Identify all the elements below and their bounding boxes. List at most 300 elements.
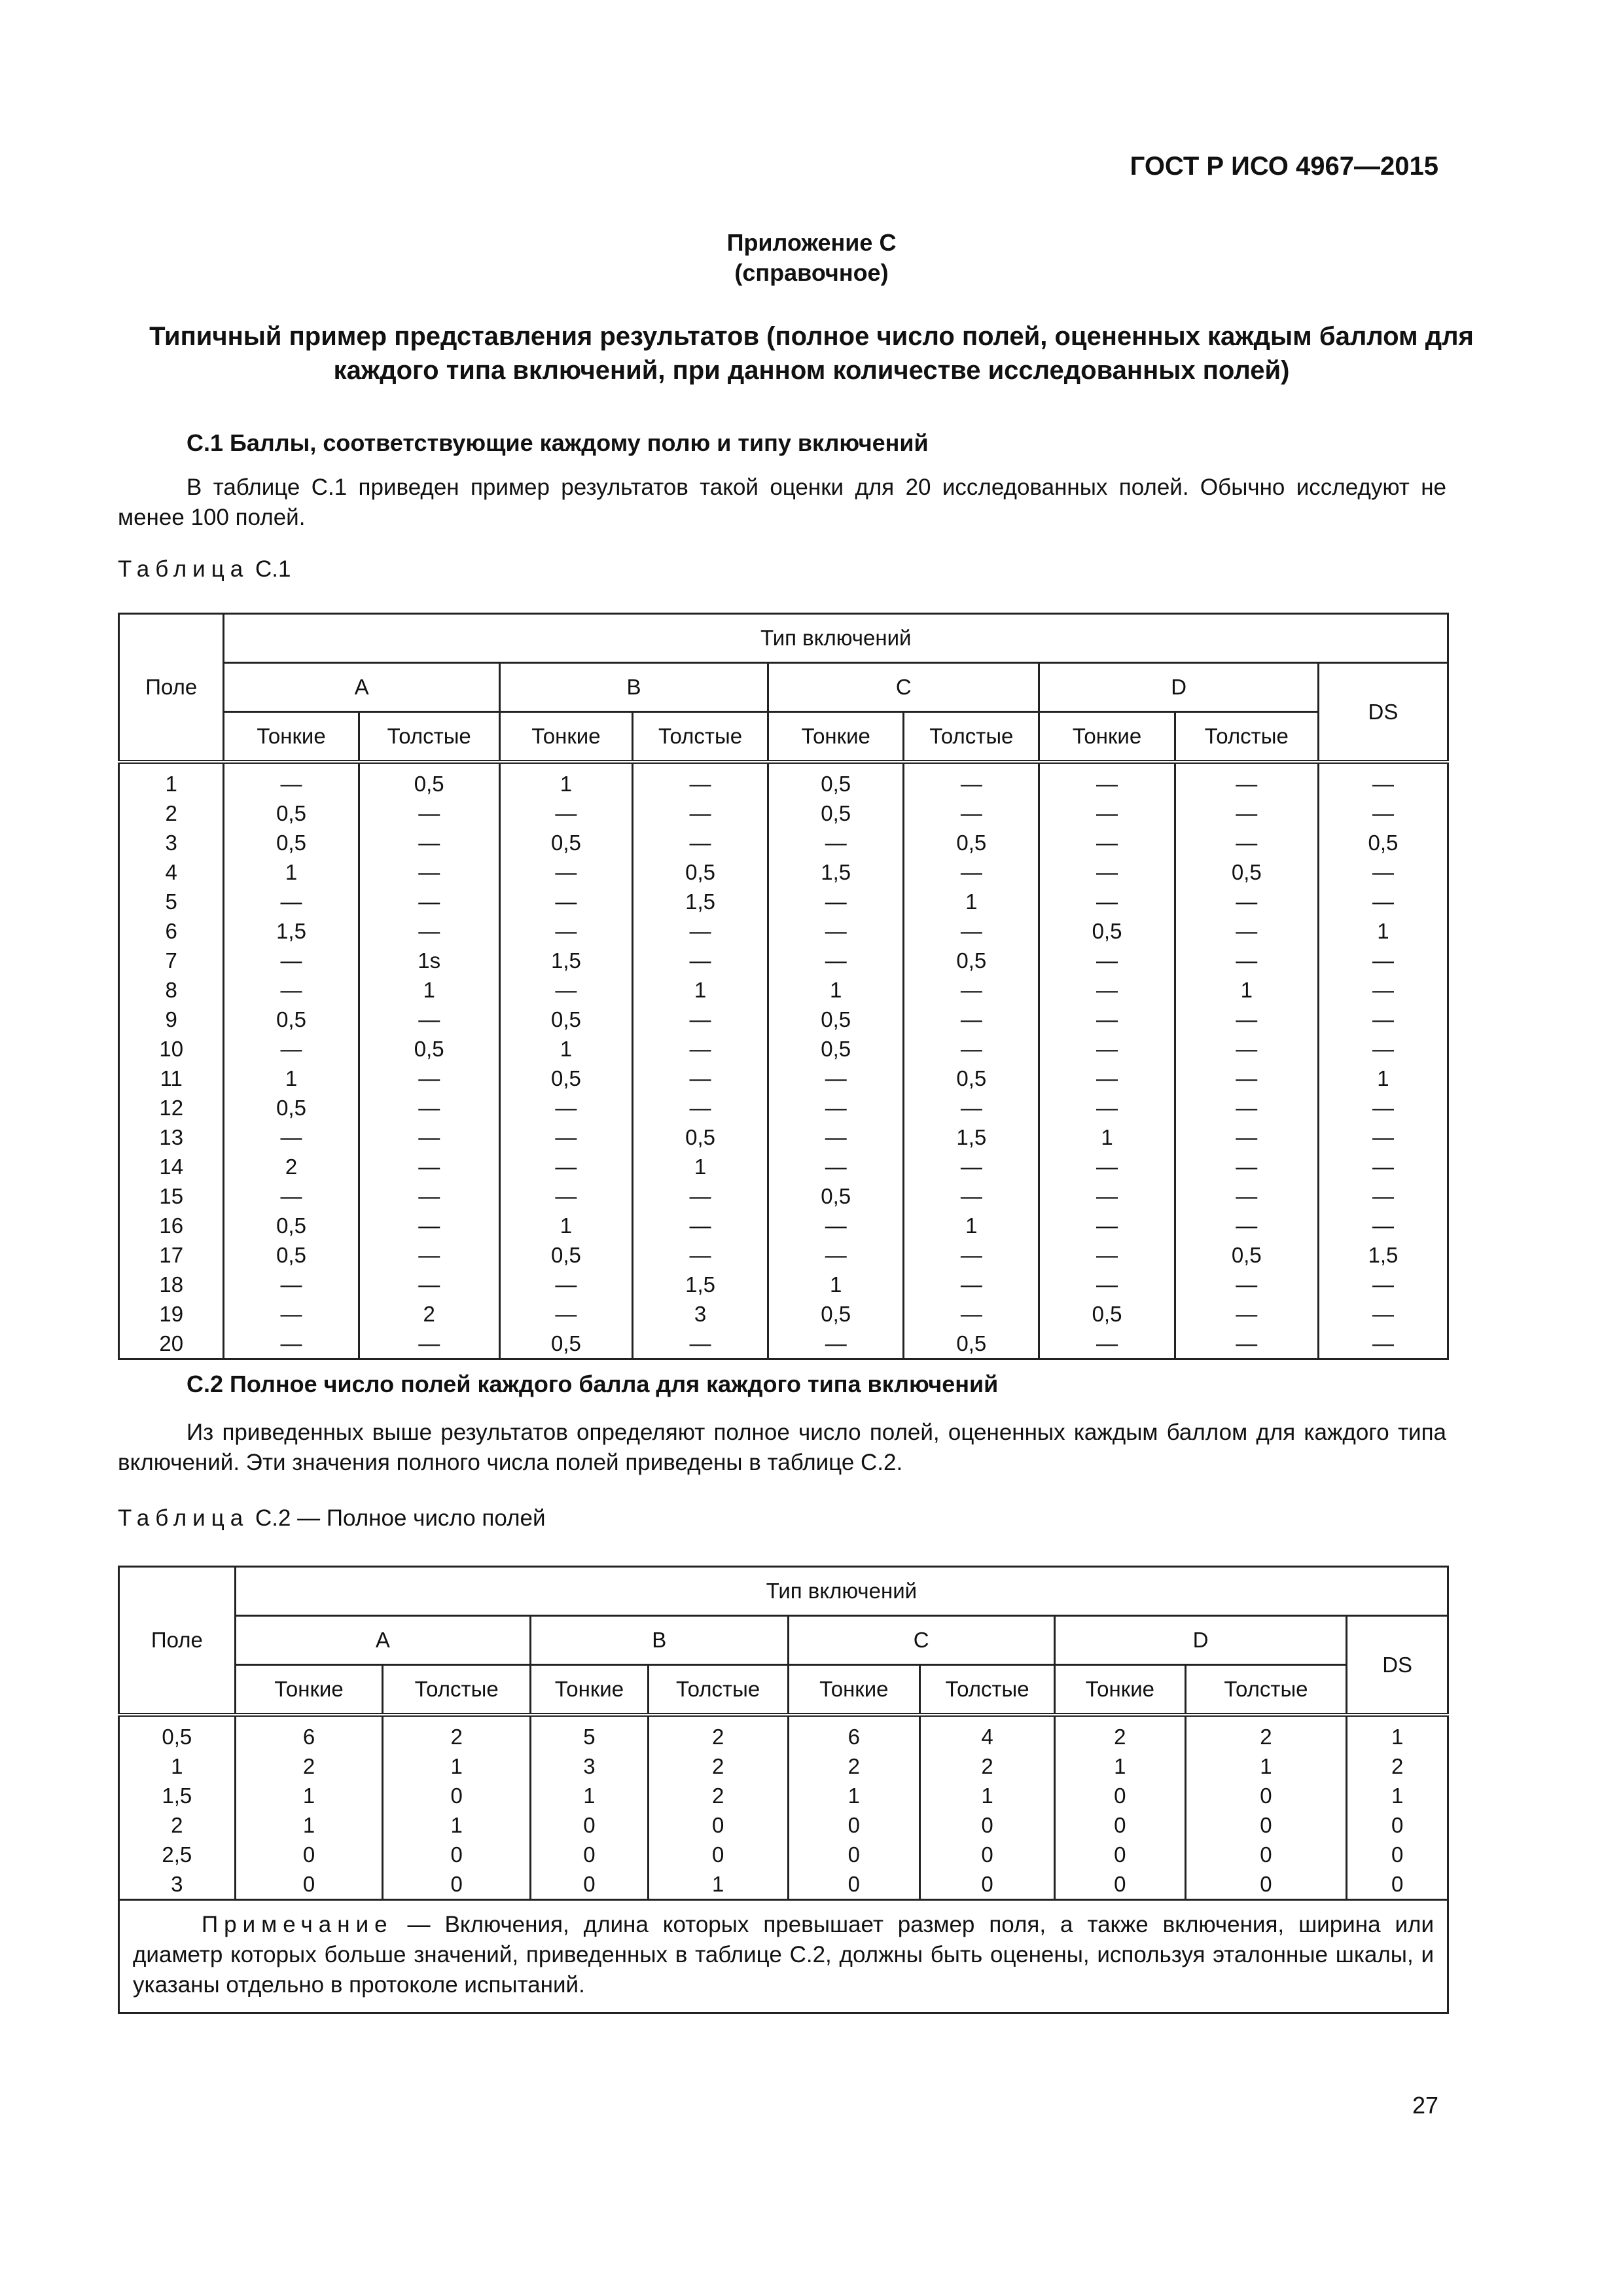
score-cell: 0,5 xyxy=(904,946,1039,975)
table-c2-caption xyxy=(118,1505,546,1532)
score-cell: — xyxy=(1175,1064,1318,1093)
score-cell: 0,5 xyxy=(768,1181,904,1211)
score-cell: — xyxy=(904,1270,1039,1299)
score-cell: — xyxy=(1039,946,1175,975)
table-row xyxy=(119,1810,1448,1840)
table-row xyxy=(119,1122,1448,1152)
table-c1-caption-word: Таблица xyxy=(118,556,249,582)
score-cell: — xyxy=(1175,762,1318,798)
score-cell: 0 xyxy=(1347,1810,1448,1840)
score-cell: — xyxy=(1175,1181,1318,1211)
score-cell: 0 xyxy=(383,1781,531,1810)
score-cell: 2 xyxy=(1054,1715,1185,1751)
header-d-thick: Толстые xyxy=(1175,712,1318,762)
score-cell: 1 xyxy=(383,1810,531,1840)
field-number-cell: 1 xyxy=(119,1751,236,1781)
score-cell: — xyxy=(1318,1122,1448,1152)
score-cell: 1 xyxy=(499,1211,632,1240)
score-cell: 0 xyxy=(235,1840,383,1869)
field-number-cell: 1,5 xyxy=(119,1781,236,1810)
field-number-cell: 7 xyxy=(119,946,224,975)
field-number-cell: 16 xyxy=(119,1211,224,1240)
field-number-cell: 19 xyxy=(119,1299,224,1329)
page-number: 27 xyxy=(1412,2092,1438,2119)
header-c-thin: Тонкие xyxy=(768,712,904,762)
score-cell: 0 xyxy=(1054,1840,1185,1869)
score-cell: — xyxy=(1318,798,1448,828)
score-cell: — xyxy=(499,1152,632,1181)
header-ds: DS xyxy=(1347,1616,1448,1715)
score-cell: 0 xyxy=(1185,1781,1347,1810)
score-cell: 0 xyxy=(920,1840,1055,1869)
score-cell: 0 xyxy=(1185,1840,1347,1869)
score-cell: 2 xyxy=(648,1781,788,1810)
score-cell: 0,5 xyxy=(499,1329,632,1359)
note-text: — Включения, длина которых превышает размер поля, а также включения, ширина или диаметр которых больше значений, приведенных в таблице С.2, должны быть оценены, используя эталонные шкалы, и указаны отдельно в протоколе испытаний. xyxy=(133,1912,1434,1998)
score-cell: — xyxy=(1039,887,1175,916)
score-cell: — xyxy=(499,1299,632,1329)
score-cell: 1 xyxy=(1185,1751,1347,1781)
score-cell: — xyxy=(359,1329,499,1359)
score-cell: 0,5 xyxy=(499,828,632,857)
score-cell: 0,5 xyxy=(768,1299,904,1329)
score-cell: 2 xyxy=(648,1715,788,1751)
score-cell: — xyxy=(224,1034,359,1064)
score-cell: 0 xyxy=(531,1840,649,1869)
table-row xyxy=(119,946,1448,975)
appendix-type: (справочное) xyxy=(734,259,889,286)
section-c2-text xyxy=(118,1418,1446,1478)
header-group-d: D xyxy=(1039,663,1319,712)
field-number-cell: 2 xyxy=(119,798,224,828)
table-row xyxy=(119,1329,1448,1359)
table-row xyxy=(119,762,1448,798)
score-cell: 0,5 xyxy=(1039,916,1175,946)
score-cell: 1 xyxy=(383,1751,531,1781)
header-group-c: С xyxy=(788,1616,1054,1665)
score-cell: 0,5 xyxy=(359,762,499,798)
score-cell: 0,5 xyxy=(499,1005,632,1034)
score-cell: 1 xyxy=(1347,1781,1448,1810)
score-cell: — xyxy=(1318,1034,1448,1064)
score-cell: — xyxy=(1175,828,1318,857)
field-number-cell: 8 xyxy=(119,975,224,1005)
score-cell: 0,5 xyxy=(224,1093,359,1122)
field-number-cell: 2,5 xyxy=(119,1840,236,1869)
score-cell: — xyxy=(359,1152,499,1181)
field-number-cell: 15 xyxy=(119,1181,224,1211)
score-cell: — xyxy=(1039,857,1175,887)
table-c2-caption-rest: С.2 — Полное число полей xyxy=(255,1505,546,1531)
score-cell: — xyxy=(224,1329,359,1359)
score-cell: — xyxy=(904,916,1039,946)
table-row xyxy=(119,1715,1448,1751)
section-c2-paragraph: Из приведенных выше результатов определяют полное число полей, оцененных каждым баллом для каждого типа включений. Эти значения полного числа полей приведены в таблице С.2. xyxy=(118,1420,1446,1475)
score-cell: — xyxy=(632,798,768,828)
field-number-cell: 2 xyxy=(119,1810,236,1840)
score-cell: 1 xyxy=(632,1152,768,1181)
score-cell: 1 xyxy=(531,1781,649,1810)
score-cell: 0,5 xyxy=(632,1122,768,1152)
score-cell: 0,5 xyxy=(904,1064,1039,1093)
header-a-thin: Тонкие xyxy=(224,712,359,762)
score-cell: 1 xyxy=(235,1810,383,1840)
header-b-thick: Толстые xyxy=(632,712,768,762)
score-cell: 0,5 xyxy=(1318,828,1448,857)
score-cell: — xyxy=(499,887,632,916)
table-c1-caption-number: С.1 xyxy=(255,556,291,582)
score-cell: — xyxy=(904,975,1039,1005)
score-cell: 0 xyxy=(1347,1840,1448,1869)
score-cell: — xyxy=(224,1299,359,1329)
score-cell: — xyxy=(1175,1034,1318,1064)
score-cell: — xyxy=(1039,1093,1175,1122)
field-number-cell: 18 xyxy=(119,1270,224,1299)
table-c1-body xyxy=(119,762,1448,1359)
score-cell: 1 xyxy=(1054,1751,1185,1781)
score-cell: — xyxy=(1039,1270,1175,1299)
score-cell: 2 xyxy=(224,1152,359,1181)
score-cell: 1,5 xyxy=(632,887,768,916)
table-row xyxy=(119,798,1448,828)
field-number-cell: 9 xyxy=(119,1005,224,1034)
score-cell: 1 xyxy=(788,1781,920,1810)
score-cell: — xyxy=(632,762,768,798)
score-cell: — xyxy=(1175,1005,1318,1034)
score-cell: — xyxy=(359,798,499,828)
score-cell: — xyxy=(499,1270,632,1299)
score-cell: — xyxy=(1318,1270,1448,1299)
score-cell: 0 xyxy=(383,1840,531,1869)
score-cell: — xyxy=(768,887,904,916)
score-cell: 6 xyxy=(235,1715,383,1751)
score-cell: 0 xyxy=(531,1810,649,1840)
field-number-cell: 20 xyxy=(119,1329,224,1359)
score-cell: — xyxy=(1039,1152,1175,1181)
score-cell: — xyxy=(359,1122,499,1152)
score-cell: — xyxy=(1039,798,1175,828)
score-cell: 1,5 xyxy=(499,946,632,975)
score-cell: — xyxy=(1039,1064,1175,1093)
score-cell: 0,5 xyxy=(768,762,904,798)
score-cell: 0,5 xyxy=(224,1240,359,1270)
table-c2 xyxy=(118,1566,1449,2014)
score-cell: 1 xyxy=(1347,1715,1448,1751)
score-cell: — xyxy=(1318,887,1448,916)
header-d-thick: Толстые xyxy=(1185,1665,1347,1715)
header-c-thin: Тонкие xyxy=(788,1665,920,1715)
score-cell: — xyxy=(1175,946,1318,975)
table-row xyxy=(119,1781,1448,1810)
score-cell: 0 xyxy=(1185,1810,1347,1840)
table-row xyxy=(119,1034,1448,1064)
field-number-cell: 1 xyxy=(119,762,224,798)
score-cell: — xyxy=(224,887,359,916)
header-b-thick: Толстые xyxy=(648,1665,788,1715)
score-cell: — xyxy=(1318,1211,1448,1240)
table-row xyxy=(119,1240,1448,1270)
score-cell: — xyxy=(1039,975,1175,1005)
score-cell: — xyxy=(632,1181,768,1211)
score-cell: — xyxy=(359,857,499,887)
score-cell: — xyxy=(499,916,632,946)
score-cell: — xyxy=(1175,1152,1318,1181)
score-cell: — xyxy=(1039,1005,1175,1034)
score-cell: — xyxy=(1318,1152,1448,1181)
header-group-d: D xyxy=(1054,1616,1346,1665)
field-number-cell: 11 xyxy=(119,1064,224,1093)
score-cell: — xyxy=(904,1152,1039,1181)
score-cell: — xyxy=(1318,1005,1448,1034)
score-cell: — xyxy=(632,828,768,857)
score-cell: — xyxy=(632,1240,768,1270)
score-cell: — xyxy=(768,1329,904,1359)
header-group-a: А xyxy=(224,663,499,712)
score-cell: — xyxy=(1039,1329,1175,1359)
table-row xyxy=(119,1211,1448,1240)
score-cell: — xyxy=(224,1270,359,1299)
field-number-cell: 13 xyxy=(119,1122,224,1152)
score-cell: 0,5 xyxy=(224,1005,359,1034)
field-number-cell: 4 xyxy=(119,857,224,887)
table-row xyxy=(119,1840,1448,1869)
field-number-cell: 5 xyxy=(119,887,224,916)
score-cell: 1 xyxy=(1318,1064,1448,1093)
score-cell: — xyxy=(1175,1329,1318,1359)
header-group-a: А xyxy=(235,1616,530,1665)
score-cell: — xyxy=(904,1181,1039,1211)
header-group-b: В xyxy=(531,1616,789,1665)
score-cell: 0 xyxy=(788,1840,920,1869)
score-cell: 0,5 xyxy=(1175,857,1318,887)
score-cell: — xyxy=(1175,1122,1318,1152)
score-cell: — xyxy=(1039,828,1175,857)
score-cell: — xyxy=(359,887,499,916)
score-cell: — xyxy=(1039,1034,1175,1064)
score-cell: 6 xyxy=(788,1715,920,1751)
score-cell: 0,5 xyxy=(768,1005,904,1034)
score-cell: — xyxy=(768,1240,904,1270)
score-cell: 1 xyxy=(499,1034,632,1064)
score-cell: 0 xyxy=(788,1869,920,1900)
header-field: Поле xyxy=(119,1567,236,1715)
score-cell: — xyxy=(359,1093,499,1122)
score-cell: 1 xyxy=(904,887,1039,916)
table-c2-body xyxy=(119,1715,1448,1900)
score-cell: — xyxy=(1039,1240,1175,1270)
appendix-label: Приложение С xyxy=(726,229,897,256)
score-cell: — xyxy=(1318,1329,1448,1359)
header-a-thin: Тонкие xyxy=(235,1665,383,1715)
field-number-cell: 14 xyxy=(119,1152,224,1181)
score-cell: — xyxy=(499,975,632,1005)
field-number-cell: 3 xyxy=(119,1869,236,1900)
score-cell: 0,5 xyxy=(632,857,768,887)
score-cell: 0,5 xyxy=(904,828,1039,857)
header-c-thick: Толстые xyxy=(904,712,1039,762)
score-cell: — xyxy=(632,1064,768,1093)
score-cell: 1 xyxy=(224,1064,359,1093)
header-group-c: С xyxy=(768,663,1039,712)
score-cell: 0 xyxy=(648,1840,788,1869)
table-row xyxy=(119,1299,1448,1329)
header-b-thin: Тонкие xyxy=(531,1665,649,1715)
score-cell: — xyxy=(632,1093,768,1122)
score-cell: 1,5 xyxy=(768,857,904,887)
note-label: Примечание xyxy=(202,1912,393,1937)
score-cell: 0 xyxy=(648,1810,788,1840)
score-cell: — xyxy=(224,762,359,798)
score-cell: 1 xyxy=(359,975,499,1005)
score-cell: — xyxy=(224,946,359,975)
score-cell: 1s xyxy=(359,946,499,975)
score-cell: — xyxy=(1039,762,1175,798)
appendix-title: Типичный пример представления результатов (полное число полей, оцененных каждым баллом для каждого типа включений, при данном количестве исследованных полей) xyxy=(149,322,1474,385)
score-cell: — xyxy=(359,1064,499,1093)
score-cell: 0 xyxy=(1054,1781,1185,1810)
table-row xyxy=(119,1064,1448,1093)
score-cell: — xyxy=(1175,1211,1318,1240)
table-row xyxy=(119,1270,1448,1299)
score-cell: — xyxy=(1175,1270,1318,1299)
score-cell: — xyxy=(359,1181,499,1211)
field-number-cell: 6 xyxy=(119,916,224,946)
score-cell: 1 xyxy=(768,975,904,1005)
score-cell: 2 xyxy=(648,1751,788,1781)
score-cell: 0,5 xyxy=(499,1240,632,1270)
score-cell: — xyxy=(1175,916,1318,946)
table-row xyxy=(119,916,1448,946)
score-cell: 0 xyxy=(1347,1869,1448,1900)
score-cell: 1 xyxy=(1039,1122,1175,1152)
score-cell: — xyxy=(768,1122,904,1152)
score-cell: 1 xyxy=(499,762,632,798)
score-cell: 0,5 xyxy=(768,1034,904,1064)
score-cell: 4 xyxy=(920,1715,1055,1751)
score-cell: — xyxy=(1175,1093,1318,1122)
score-cell: — xyxy=(1318,975,1448,1005)
score-cell: — xyxy=(359,1211,499,1240)
table-row xyxy=(119,1751,1448,1781)
score-cell: 0 xyxy=(920,1869,1055,1900)
score-cell: 3 xyxy=(531,1751,649,1781)
score-cell: 1 xyxy=(632,975,768,1005)
score-cell: 0,5 xyxy=(224,798,359,828)
table-row xyxy=(119,828,1448,857)
score-cell: 0 xyxy=(920,1810,1055,1840)
table-c1-caption xyxy=(118,556,291,583)
field-number-cell: 17 xyxy=(119,1240,224,1270)
score-cell: 2 xyxy=(1185,1715,1347,1751)
score-cell: 0,5 xyxy=(1039,1299,1175,1329)
header-ds: DS xyxy=(1318,663,1448,762)
header-a-thick: Толстые xyxy=(359,712,499,762)
table-row xyxy=(119,1005,1448,1034)
score-cell: 2 xyxy=(235,1751,383,1781)
table-row xyxy=(119,975,1448,1005)
field-number-cell: 10 xyxy=(119,1034,224,1064)
score-cell: — xyxy=(632,1005,768,1034)
header-c-thick: Толстые xyxy=(920,1665,1055,1715)
score-cell: 1 xyxy=(1175,975,1318,1005)
score-cell: 1 xyxy=(904,1211,1039,1240)
score-cell: — xyxy=(359,828,499,857)
score-cell: 0 xyxy=(1054,1869,1185,1900)
score-cell: — xyxy=(768,1152,904,1181)
table-c2-caption-word: Таблица xyxy=(118,1505,249,1531)
score-cell: 0,5 xyxy=(904,1329,1039,1359)
score-cell: — xyxy=(499,857,632,887)
field-number-cell: 12 xyxy=(119,1093,224,1122)
score-cell: — xyxy=(904,1034,1039,1064)
score-cell: — xyxy=(359,1240,499,1270)
score-cell: 2 xyxy=(788,1751,920,1781)
score-cell: — xyxy=(1175,887,1318,916)
section-c1-heading: С.1 Баллы, соответствующие каждому полю и типу включений xyxy=(187,429,929,456)
header-field: Поле xyxy=(119,614,224,762)
header-inclusion-type: Тип включений xyxy=(235,1567,1448,1616)
table-c1 xyxy=(118,613,1449,1360)
score-cell: — xyxy=(904,762,1039,798)
score-cell: — xyxy=(359,1005,499,1034)
score-cell: 1 xyxy=(648,1869,788,1900)
score-cell: — xyxy=(1039,1211,1175,1240)
score-cell: 5 xyxy=(531,1715,649,1751)
score-cell: — xyxy=(904,857,1039,887)
score-cell: — xyxy=(1318,946,1448,975)
score-cell: 1,5 xyxy=(1318,1240,1448,1270)
score-cell: 2 xyxy=(920,1751,1055,1781)
score-cell: 0 xyxy=(531,1869,649,1900)
score-cell: 1 xyxy=(920,1781,1055,1810)
score-cell: — xyxy=(1039,1181,1175,1211)
score-cell: — xyxy=(1175,798,1318,828)
score-cell: — xyxy=(632,916,768,946)
score-cell: — xyxy=(904,1005,1039,1034)
score-cell: 0,5 xyxy=(224,828,359,857)
score-cell: 1 xyxy=(1318,916,1448,946)
score-cell: — xyxy=(768,1211,904,1240)
score-cell: 0 xyxy=(1185,1869,1347,1900)
score-cell: 1 xyxy=(235,1781,383,1810)
score-cell: 1,5 xyxy=(224,916,359,946)
score-cell: — xyxy=(224,975,359,1005)
score-cell: 2 xyxy=(359,1299,499,1329)
field-number-cell: 0,5 xyxy=(119,1715,236,1751)
score-cell: 2 xyxy=(383,1715,531,1751)
score-cell: — xyxy=(359,916,499,946)
score-cell: — xyxy=(904,1093,1039,1122)
score-cell: — xyxy=(904,1299,1039,1329)
table-row xyxy=(119,887,1448,916)
score-cell: — xyxy=(632,1211,768,1240)
score-cell: — xyxy=(499,1181,632,1211)
table-row xyxy=(119,1869,1448,1900)
score-cell: 0 xyxy=(1054,1810,1185,1840)
score-cell: — xyxy=(224,1122,359,1152)
score-cell: — xyxy=(904,1240,1039,1270)
score-cell: — xyxy=(632,1034,768,1064)
score-cell: 0,5 xyxy=(1175,1240,1318,1270)
score-cell: 3 xyxy=(632,1299,768,1329)
table-row xyxy=(119,857,1448,887)
header-b-thin: Тонкие xyxy=(499,712,632,762)
score-cell: — xyxy=(499,1093,632,1122)
score-cell: 1 xyxy=(224,857,359,887)
score-cell: 0 xyxy=(383,1869,531,1900)
score-cell: — xyxy=(1318,1181,1448,1211)
score-cell: — xyxy=(1318,1299,1448,1329)
